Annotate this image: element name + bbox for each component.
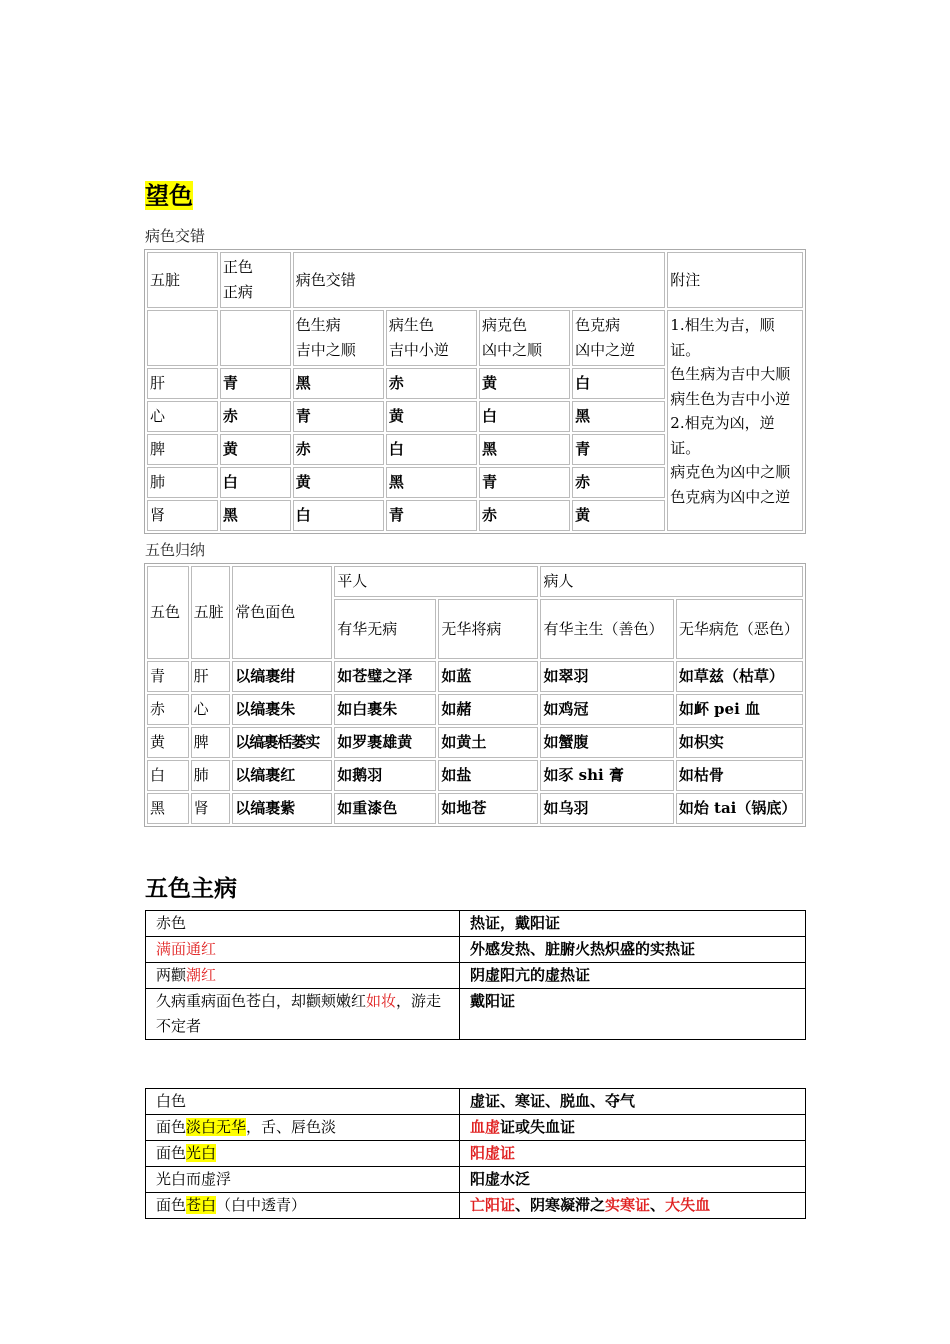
color-cell: 白 <box>479 401 570 432</box>
color-cell: 黑 <box>220 500 291 531</box>
color-cell: 白 <box>220 467 291 498</box>
value-cell: 如鸡冠 <box>540 694 673 725</box>
color-cell: 青 <box>220 368 291 399</box>
value-cell: 如鹅羽 <box>334 760 436 791</box>
color-cell: 青 <box>386 500 477 531</box>
organ-cell: 肺 <box>191 760 231 791</box>
value-cell: 以缟裹紫 <box>232 793 332 824</box>
color-cell: 黑 <box>147 793 189 824</box>
value-cell: 如黄土 <box>438 727 538 758</box>
organ-cell: 肾 <box>147 500 218 531</box>
header-changse: 常色面色 <box>232 566 332 659</box>
table-row <box>146 911 806 937</box>
color-cell: 赤 <box>293 434 384 465</box>
color-cell: 青 <box>147 661 189 692</box>
page-title: 望色 <box>145 181 193 210</box>
value-cell: 以缟裹绀 <box>232 661 332 692</box>
section3-title: 五色主病 <box>145 875 237 902</box>
table-row <box>146 989 806 1040</box>
value-cell: 如衃 pei 血 <box>676 694 803 725</box>
empty-cell <box>147 310 218 366</box>
table-row <box>146 1167 806 1193</box>
header-pingren: 平人 <box>334 566 538 597</box>
value-cell: 如枳实 <box>676 727 803 758</box>
left-cell: 面色淡白无华，舌、唇色淡 <box>146 1115 460 1141</box>
header-wuzang: 五脏 <box>147 252 218 308</box>
table-row <box>146 1193 806 1219</box>
color-cell: 白 <box>147 760 189 791</box>
header-zhengse: 正色 正病 <box>220 252 291 308</box>
table-row <box>147 760 803 791</box>
right-cell: 虚证、寒证、脱血、夺气 <box>460 1089 806 1115</box>
organ-cell: 肝 <box>147 368 218 399</box>
value-cell: 如翠羽 <box>540 661 673 692</box>
section2-caption: 五色归纳 <box>145 541 206 559</box>
value-cell: 以缟裹栝蒌实 <box>232 727 332 758</box>
header-bingse: 病色交错 <box>293 252 666 308</box>
right-cell: 阳虚水泛 <box>460 1167 806 1193</box>
subheader-cell: 色克病 凶中之逆 <box>572 310 665 366</box>
right-cell: 亡阳证、阴寒凝滞之实寒证、大失血 <box>460 1193 806 1219</box>
color-cell: 黄 <box>386 401 477 432</box>
subheader-cell: 病生色 吉中小逆 <box>386 310 477 366</box>
color-cell: 黑 <box>572 401 665 432</box>
color-cell: 黑 <box>479 434 570 465</box>
right-cell: 热证，戴阳证 <box>460 911 806 937</box>
table-row <box>147 793 803 824</box>
subheader-cell: 色生病 吉中之顺 <box>293 310 384 366</box>
color-cell: 赤 <box>147 694 189 725</box>
organ-cell: 肝 <box>191 661 231 692</box>
right-cell: 阳虚证 <box>460 1141 806 1167</box>
value-cell: 如草兹（枯草） <box>676 661 803 692</box>
organ-cell: 心 <box>191 694 231 725</box>
value-cell: 如重漆色 <box>334 793 436 824</box>
empty-cell <box>220 310 291 366</box>
red-color-table <box>145 910 806 1040</box>
header-fuzhu: 附注 <box>667 252 803 308</box>
value-cell: 如豕 shi 膏 <box>540 760 673 791</box>
header-youhua-zhusheng: 有华主生（善色） <box>540 599 673 659</box>
table-row <box>147 727 803 758</box>
organ-cell: 脾 <box>147 434 218 465</box>
color-cell: 赤 <box>479 500 570 531</box>
color-cell: 黄 <box>479 368 570 399</box>
value-cell: 如蟹腹 <box>540 727 673 758</box>
value-cell: 如地苍 <box>438 793 538 824</box>
table-row <box>146 1141 806 1167</box>
white-color-table <box>145 1088 806 1219</box>
value-cell: 如罗裹雄黄 <box>334 727 436 758</box>
color-cell: 黄 <box>572 500 665 531</box>
organ-cell: 肾 <box>191 793 231 824</box>
header-wuhua-jiangbing: 无华将病 <box>438 599 538 659</box>
left-cell: 白色 <box>146 1089 460 1115</box>
value-cell: 如炲 tai（锅底） <box>676 793 803 824</box>
color-cell: 黑 <box>386 467 477 498</box>
right-cell: 外感发热、脏腑火热炽盛的实热证 <box>460 937 806 963</box>
color-cell: 白 <box>293 500 384 531</box>
table-row <box>146 1089 806 1115</box>
header-wuse: 五色 <box>147 566 189 659</box>
header-youhua-wubing: 有华无病 <box>334 599 436 659</box>
right-cell: 戴阳证 <box>460 989 806 1040</box>
organ-cell: 脾 <box>191 727 231 758</box>
subheader-cell: 病克色 凶中之顺 <box>479 310 570 366</box>
table-row <box>147 661 803 692</box>
color-cell: 青 <box>479 467 570 498</box>
left-cell: 两颧潮红 <box>146 963 460 989</box>
color-cell: 黑 <box>293 368 384 399</box>
organ-cell: 肺 <box>147 467 218 498</box>
color-cell: 赤 <box>220 401 291 432</box>
left-cell: 久病重病面色苍白，却颧颊嫩红如妆，游走不定者 <box>146 989 460 1040</box>
section1-caption: 病色交错 <box>145 227 206 245</box>
value-cell: 如苍璧之泽 <box>334 661 436 692</box>
right-cell: 阴虚阳亢的虚热证 <box>460 963 806 989</box>
note-cell: 1.相生为吉，顺证。 色生病为吉中大顺 病生色为吉中小逆 2.相克为凶，逆证。 病克色为凶中之顺 色克病为凶中之逆 <box>667 310 803 531</box>
value-cell: 如白裹朱 <box>334 694 436 725</box>
table-row <box>147 694 803 725</box>
color-cell: 白 <box>386 434 477 465</box>
value-cell: 如盐 <box>438 760 538 791</box>
color-cell: 赤 <box>386 368 477 399</box>
left-cell: 光白而虚浮 <box>146 1167 460 1193</box>
left-cell: 面色苍白（白中透青） <box>146 1193 460 1219</box>
value-cell: 如蓝 <box>438 661 538 692</box>
left-cell: 赤色 <box>146 911 460 937</box>
color-cell: 黄 <box>293 467 384 498</box>
color-cell: 黄 <box>220 434 291 465</box>
header-wuzang: 五脏 <box>191 566 231 659</box>
value-cell: 如枯骨 <box>676 760 803 791</box>
left-cell: 面色光白 <box>146 1141 460 1167</box>
table-row <box>146 963 806 989</box>
header-wuhua-bingwei: 无华病危（恶色） <box>676 599 803 659</box>
table-row <box>146 1115 806 1141</box>
organ-cell: 心 <box>147 401 218 432</box>
value-cell: 以缟裹朱 <box>232 694 332 725</box>
table-row <box>146 937 806 963</box>
header-bingren: 病人 <box>540 566 803 597</box>
color-cell: 白 <box>572 368 665 399</box>
color-cell: 青 <box>572 434 665 465</box>
color-cell: 赤 <box>572 467 665 498</box>
value-cell: 如乌羽 <box>540 793 673 824</box>
wuse-table <box>144 563 806 827</box>
left-cell: 满面通红 <box>146 937 460 963</box>
color-cell: 黄 <box>147 727 189 758</box>
value-cell: 如赭 <box>438 694 538 725</box>
right-cell: 血虚证或失血证 <box>460 1115 806 1141</box>
bingse-table <box>144 249 806 534</box>
color-cell: 青 <box>293 401 384 432</box>
value-cell: 以缟裹红 <box>232 760 332 791</box>
